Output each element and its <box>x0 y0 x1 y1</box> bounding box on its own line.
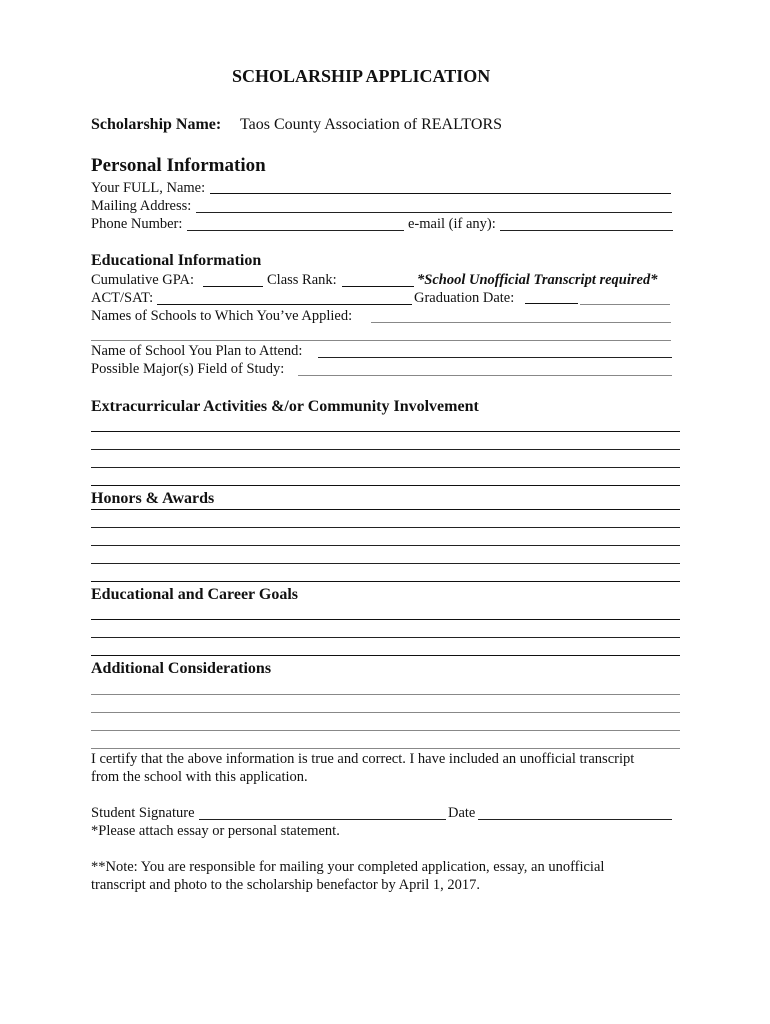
plan-to-attend-label: Name of School You Plan to Attend: <box>91 343 303 359</box>
extracurricular-line-2[interactable] <box>91 449 680 450</box>
educational-info-heading: Educational Information <box>91 252 262 269</box>
mailing-note-line-1: **Note: You are responsible for mailing your completed application, essay, an unofficial <box>91 859 605 875</box>
schools-applied-field-2[interactable] <box>91 340 671 341</box>
phone-number-field[interactable] <box>187 230 404 231</box>
honors-line-3[interactable] <box>91 545 680 546</box>
additional-line-4[interactable] <box>91 748 680 749</box>
major-field[interactable] <box>298 375 672 376</box>
graduation-date-field-dark[interactable] <box>525 303 578 304</box>
email-field[interactable] <box>500 230 673 231</box>
form-title: SCHOLARSHIP APPLICATION <box>232 66 491 86</box>
scholarship-name-label: Scholarship Name: <box>91 116 222 133</box>
schools-applied-label: Names of Schools to Which You’ve Applied: <box>91 308 353 324</box>
transcript-required-note: *School Unofficial Transcript required* <box>417 272 658 288</box>
goals-line-2[interactable] <box>91 637 680 638</box>
mailing-note-line-2: transcript and photo to the scholarship benefactor by April 1, 2017. <box>91 877 480 893</box>
additional-line-3[interactable] <box>91 730 680 731</box>
extracurricular-line-3[interactable] <box>91 467 680 468</box>
schools-applied-field[interactable] <box>371 322 671 323</box>
date-label: Date <box>448 805 476 821</box>
act-sat-field[interactable] <box>157 304 412 305</box>
certify-line-1: I certify that the above information is true and correct. I have included an unofficial transcript <box>91 751 635 767</box>
major-label: Possible Major(s) Field of Study: <box>91 361 285 377</box>
gpa-label: Cumulative GPA: <box>91 272 194 288</box>
additional-heading: Additional Considerations <box>91 660 272 677</box>
plan-to-attend-field[interactable] <box>318 357 672 358</box>
student-signature-field[interactable] <box>199 819 446 820</box>
phone-number-label: Phone Number: <box>91 216 183 232</box>
gpa-field[interactable] <box>203 286 263 287</box>
mailing-address-label: Mailing Address: <box>91 198 192 214</box>
class-rank-field[interactable] <box>342 286 414 287</box>
extracurricular-heading: Extracurricular Activities &/or Community Involvement <box>91 398 479 415</box>
act-sat-label: ACT/SAT: <box>91 290 154 306</box>
goals-line-1[interactable] <box>91 619 680 620</box>
email-label: e-mail (if any): <box>408 216 496 232</box>
honors-line-4[interactable] <box>91 563 680 564</box>
student-signature-label: Student Signature <box>91 805 195 821</box>
additional-line-2[interactable] <box>91 712 680 713</box>
honors-line-5[interactable] <box>91 581 680 582</box>
full-name-label: Your FULL, Name: <box>91 180 206 196</box>
extracurricular-line-4[interactable] <box>91 485 680 486</box>
certify-line-2: from the school with this application. <box>91 769 308 785</box>
full-name-field[interactable] <box>210 193 671 194</box>
date-field[interactable] <box>478 819 672 820</box>
additional-line-1[interactable] <box>91 694 680 695</box>
graduation-date-label: Graduation Date: <box>414 290 515 306</box>
scholarship-name-value: Taos County Association of REALTORS <box>240 116 503 133</box>
personal-info-heading: Personal Information <box>91 155 266 176</box>
class-rank-label: Class Rank: <box>267 272 337 288</box>
extracurricular-line-1[interactable] <box>91 431 680 432</box>
honors-heading: Honors & Awards <box>91 490 215 507</box>
honors-line-2[interactable] <box>91 527 680 528</box>
goals-heading: Educational and Career Goals <box>91 586 298 603</box>
graduation-date-field[interactable] <box>580 304 670 305</box>
goals-line-3[interactable] <box>91 655 680 656</box>
honors-line-1[interactable] <box>91 509 680 510</box>
essay-note: *Please attach essay or personal statement. <box>91 823 340 839</box>
mailing-address-field[interactable] <box>196 212 672 213</box>
